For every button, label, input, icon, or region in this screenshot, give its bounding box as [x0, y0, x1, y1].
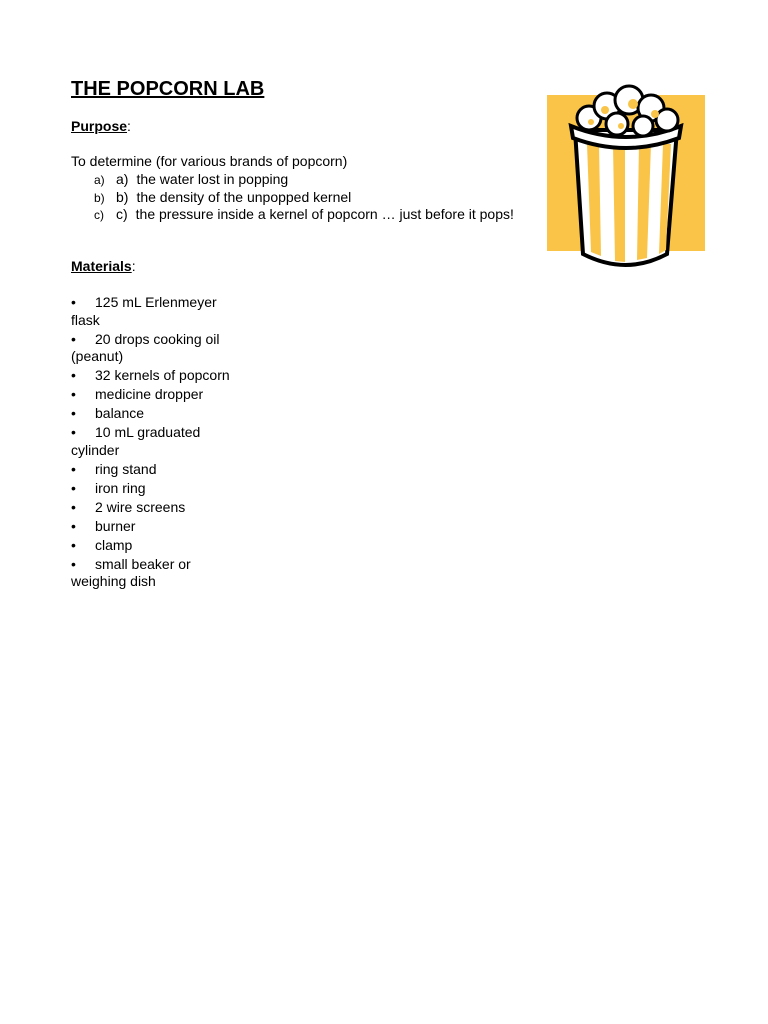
purpose-item-text: the water lost in popping [136, 171, 289, 187]
materials-item-text: clamp [95, 536, 133, 553]
bullet-icon: • [71, 294, 76, 310]
materials-item [71, 556, 251, 591]
purpose-item-text: the density of the unpopped kernel [136, 188, 352, 205]
purpose-item-sub-marker: c) [116, 206, 128, 222]
materials-item [71, 386, 251, 404]
materials-item-continuation: flask [71, 311, 100, 328]
materials-item [71, 461, 251, 479]
purpose-item-sub-marker: b) [116, 188, 129, 205]
purpose-item-marker: b) [94, 190, 105, 205]
purpose-item-text: the pressure inside a kernel of popcorn … just before it pops! [135, 206, 514, 222]
bullet-icon: • [71, 555, 76, 572]
materials-item [71, 499, 251, 517]
materials-item-text: 32 kernels of popcorn [95, 367, 230, 383]
materials-item-continuation: cylinder [71, 441, 120, 458]
purpose-heading-colon: : [127, 118, 131, 134]
materials-item-text: 20 drops cooking oil [95, 330, 220, 347]
materials-item [71, 294, 251, 329]
purpose-heading-label: Purpose [71, 118, 128, 134]
materials-item-text: burner [95, 517, 136, 534]
materials-item [71, 518, 251, 536]
materials-item-text: balance [95, 405, 145, 421]
materials-heading [71, 258, 136, 274]
purpose-item [71, 189, 521, 207]
materials-item-text: ring stand [95, 460, 157, 477]
materials-item-continuation: weighing dish [71, 573, 156, 589]
materials-heading-colon: : [131, 258, 136, 274]
materials-item [71, 537, 251, 555]
bullet-icon: • [71, 517, 76, 534]
bullet-icon: • [71, 330, 76, 347]
bullet-icon: • [71, 367, 76, 383]
bullet-icon: • [71, 479, 76, 496]
purpose-item [71, 171, 521, 189]
purpose-intro: To determine (for various brands of popcorn) [71, 153, 348, 169]
purpose-item-marker: a) [94, 173, 105, 187]
bullet-icon: • [71, 424, 76, 440]
materials-item [71, 424, 251, 459]
purpose-list [71, 171, 521, 224]
materials-heading-label: Materials [71, 258, 132, 274]
bullet-icon: • [71, 405, 76, 421]
materials-item [71, 367, 251, 385]
materials-item [71, 480, 251, 498]
materials-item [71, 331, 251, 366]
bullet-icon: • [71, 498, 76, 515]
materials-item-text: medicine dropper [95, 386, 204, 402]
page-title: THE POPCORN LAB [71, 78, 265, 100]
materials-item-continuation: (peanut) [71, 348, 124, 364]
bullet-icon: • [71, 386, 76, 402]
materials-item [71, 405, 251, 423]
bullet-icon: • [71, 536, 76, 553]
purpose-heading [71, 118, 131, 134]
purpose-item [71, 206, 521, 224]
materials-list [71, 294, 251, 592]
bullet-icon: • [71, 460, 76, 477]
purpose-item-marker: c) [94, 208, 104, 222]
purpose-item-sub-marker: a) [116, 171, 129, 187]
popcorn-bucket-icon [547, 84, 705, 270]
materials-item-text: small beaker or [95, 555, 191, 572]
materials-item-text: iron ring [95, 479, 146, 496]
materials-item-text: 125 mL Erlenmeyer [95, 294, 217, 310]
materials-item-text: 2 wire screens [95, 498, 186, 515]
materials-item-text: 10 mL graduated [95, 424, 201, 440]
